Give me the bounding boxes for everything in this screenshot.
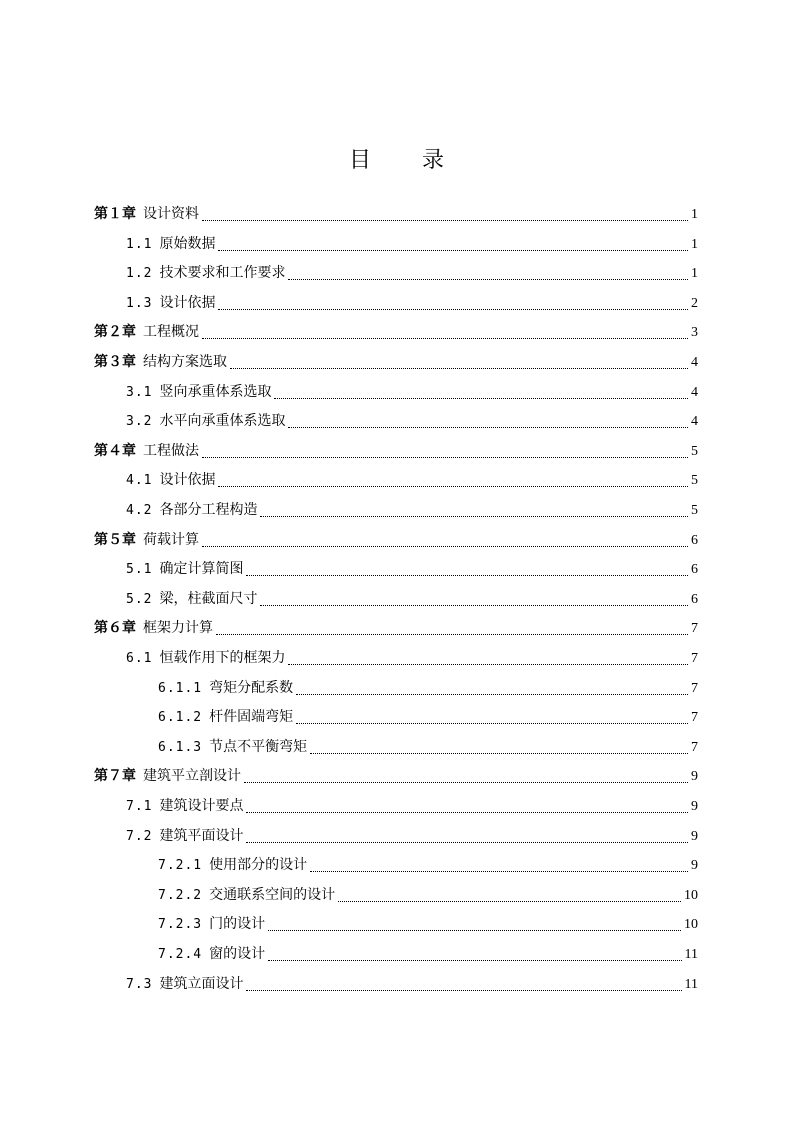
toc-entry-number: 7.2.1 [158,858,203,873]
toc-entry-page-number: 6 [691,562,698,577]
toc-dot-leader [288,426,688,428]
toc-entry-number: 第５章 [94,532,136,548]
toc-dot-leader [288,278,688,280]
toc-dot-leader [216,633,688,635]
toc-entry-title: 设计依据 [159,472,216,488]
toc-entry-title: 各部分工程构造 [159,502,258,518]
toc-entry[interactable] [158,703,698,732]
toc-dot-leader [296,722,688,724]
toc-entry-title: 竖向承重体系选取 [159,384,272,400]
toc-entry-page-number: 7 [691,710,698,725]
toc-entry-number: 3.1 [126,385,153,400]
toc-entry-number: 7.3 [126,977,153,992]
toc-entry-page-number: 11 [684,977,698,992]
toc-entry[interactable] [126,289,698,318]
toc-entry[interactable] [94,614,698,643]
toc-dot-leader [202,456,688,458]
toc-entry-page-number: 2 [691,296,698,311]
toc-title: 目 录 [349,148,466,173]
toc-entry-title: 设计依据 [159,295,216,311]
toc-entry-page-number: 4 [691,385,698,400]
toc-entry[interactable] [126,585,698,614]
toc-entry-number: 3.2 [126,414,153,429]
toc-entry-page-number: 10 [684,888,698,903]
toc-entry-number: 第７章 [94,768,136,784]
toc-entry[interactable] [126,407,698,436]
toc-entry-title: 弯矩分配系数 [209,680,294,696]
toc-entry-page-number: 11 [684,947,698,962]
toc-entry[interactable] [126,230,698,259]
toc-entry-page-number: 9 [691,829,698,844]
toc-dot-leader [218,249,688,251]
toc-entry[interactable] [126,792,698,821]
toc-entry-number: 6.1.2 [158,710,203,725]
toc-entry-title: 交通联系空间的设计 [209,887,336,903]
toc-entry[interactable] [126,822,698,851]
toc-dot-leader [246,841,688,843]
toc-entry-title: 使用部分的设计 [209,857,308,873]
toc-entry-page-number: 5 [691,444,698,459]
toc-entry-title: 技术要求和工作要求 [159,265,286,281]
toc-dot-leader [246,811,688,813]
toc-dot-leader [274,397,688,399]
toc-entry-title: 确定计算简图 [159,561,244,577]
toc-dot-leader [296,693,688,695]
toc-dot-leader [288,663,688,665]
toc-entry-page-number: 7 [691,740,698,755]
toc-entry-number: 5.2 [126,592,153,607]
toc-dot-leader [230,367,688,369]
toc-entry-number: 5.1 [126,562,153,577]
toc-entry[interactable] [126,466,698,495]
toc-entry-title: 结构方案选取 [143,354,227,370]
toc-entry-title: 建筑平面设计 [159,828,244,844]
toc-entry-page-number: 6 [691,533,698,548]
toc-entry-title: 荷载计算 [143,532,199,548]
toc-entry-title: 建筑立面设计 [159,976,244,992]
toc-dot-leader [310,752,688,754]
toc-entry-number: 7.2 [126,829,153,844]
toc-entry-number: 第２章 [94,324,136,340]
toc-dot-leader [202,337,688,339]
toc-entry-title: 门的设计 [209,916,266,932]
toc-entry-number: 7.1 [126,799,153,814]
toc-dot-leader [338,900,681,902]
toc-entry-page-number: 9 [691,799,698,814]
toc-entry-number: 7.2.4 [158,947,203,962]
toc-entry[interactable] [158,733,698,762]
toc-entry-number: 第６章 [94,620,136,636]
toc-entry-title: 窗的设计 [209,946,266,962]
toc-entry[interactable] [126,496,698,525]
toc-entry-title: 框架力计算 [143,620,213,636]
toc-entry[interactable] [94,437,698,466]
toc-entry[interactable] [126,644,698,673]
toc-entry[interactable] [94,318,698,347]
toc-entry-page-number: 1 [691,266,698,281]
toc-entry[interactable] [126,970,698,999]
toc-entry-number: 6.1 [126,651,153,666]
toc-entry-title: 原始数据 [159,236,216,252]
toc-entry-title: 水平向承重体系选取 [159,413,286,429]
toc-entry-page-number: 7 [691,621,698,636]
toc-entry-page-number: 1 [691,237,698,252]
toc-entry-number: 1.2 [126,266,153,281]
toc-entry-title: 工程做法 [143,443,199,459]
toc-dot-leader [246,989,681,991]
toc-entry[interactable] [126,378,698,407]
toc-entry-page-number: 7 [691,681,698,696]
toc-entry-title: 工程概况 [143,324,199,340]
toc-entry-page-number: 4 [691,355,698,370]
toc-dot-leader [202,219,688,221]
toc-entry-title: 建筑平立剖设计 [143,768,241,784]
toc-entry-number: 4.2 [126,503,153,518]
toc-entry-number: 6.1.3 [158,740,203,755]
toc-dot-leader [244,781,688,783]
toc-entry-page-number: 7 [691,651,698,666]
toc-entry[interactable] [126,555,698,584]
toc-entry-title: 设计资料 [143,206,199,222]
toc-entry-title: 节点不平衡弯矩 [209,739,308,755]
toc-entry-number: 第１章 [94,206,136,222]
toc-dot-leader [260,604,688,606]
toc-dot-leader [218,485,688,487]
toc-dot-leader [268,929,681,931]
toc-dot-leader [218,308,688,310]
toc-entry-number: 第３章 [94,354,136,370]
toc-entry[interactable] [94,526,698,555]
toc-entry-title: 恒载作用下的框架力 [159,650,286,666]
toc-entry-page-number: 1 [691,207,698,222]
toc-dot-leader [310,870,688,872]
toc-entry-number: 4.1 [126,473,153,488]
toc-entry[interactable] [158,940,698,969]
toc-entry[interactable] [94,348,698,377]
toc-entry[interactable] [158,674,698,703]
toc-entry-page-number: 10 [684,917,698,932]
toc-entry-number: 7.2.2 [158,888,203,903]
toc-entry-title: 杆件固端弯矩 [209,709,294,725]
toc-dot-leader [268,959,681,961]
toc-entry[interactable] [158,851,698,880]
toc-entry-page-number: 3 [691,325,698,340]
toc-dot-leader [260,515,688,517]
toc-entry-number: 7.2.3 [158,917,203,932]
toc-entry-page-number: 9 [691,858,698,873]
toc-entry-title: 建筑设计要点 [159,798,244,814]
toc-entry-number: 第４章 [94,443,136,459]
toc-entry-page-number: 6 [691,592,698,607]
toc-entry-title: 梁，柱截面尺寸 [159,591,258,607]
toc-entry[interactable] [94,200,698,229]
toc-entry[interactable] [126,259,698,288]
toc-entry-number: 1.3 [126,296,153,311]
toc-entry-number: 1.1 [126,237,153,252]
toc-entry[interactable] [158,881,698,910]
toc-entry-page-number: 5 [691,473,698,488]
toc-entry-page-number: 5 [691,503,698,518]
toc-entry[interactable] [94,762,698,791]
toc-entry-page-number: 4 [691,414,698,429]
toc-entry[interactable] [158,910,698,939]
toc-dot-leader [246,574,688,576]
toc-dot-leader [202,545,688,547]
toc-entry-page-number: 9 [691,769,698,784]
toc-entry-number: 6.1.1 [158,681,203,696]
